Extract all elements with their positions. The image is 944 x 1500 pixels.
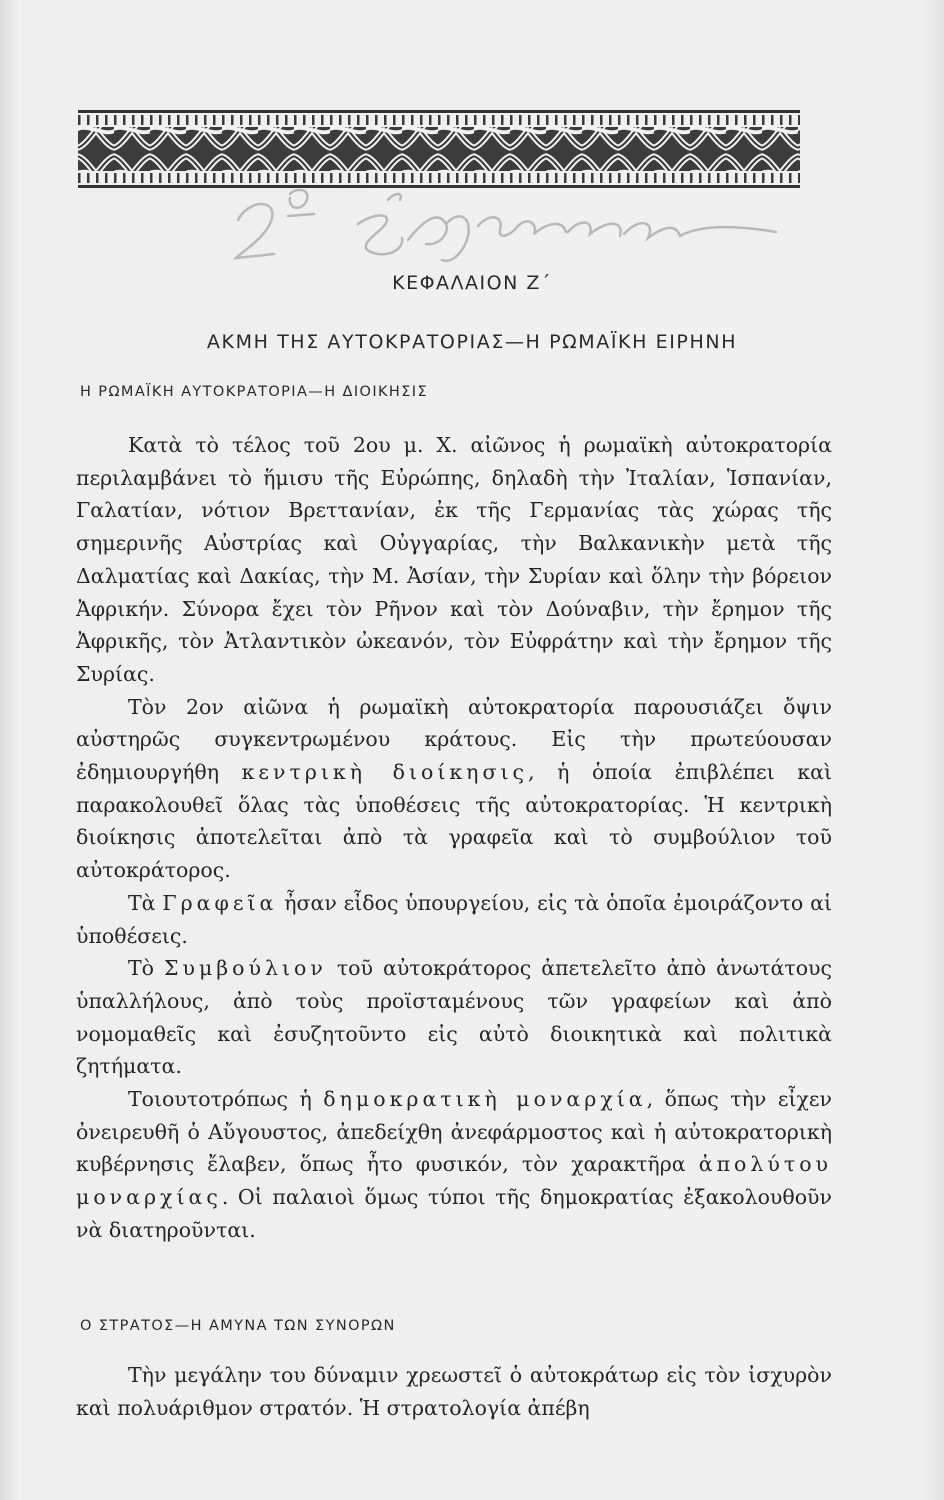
section-heading-army: Ο ΣΤΡΑΤΟΣ—Η ΑΜΥΝΑ ΤΩΝ ΣΥΝΟΡΩΝ [80,1318,396,1334]
paragraph: Τὸν 2ον αἰῶνα ἡ ρωμαϊκὴ αὐτοκρατορία παρουσιάζει ὄψιν αὐστηρῶς συγκεντρωμένου κράτους. Εἰς τὴν πρωτεύουσαν ἐδημιουργήθη κεντρικὴ διοίκησις, ἡ ὁποία ἐπιβλέπει καὶ παρακολουθεῖ ὅλας τὰς ὑποθέσεις τῆς αὐτοκρατορίας. Ἡ κεντρικὴ διοίκησις ἀποτελεῖται ἀπὸ τὰ γραφεῖα καὶ τὸ συμβούλιον τοῦ αὐτοκράτορος. [76,694,832,883]
spaced-emphasis: Γραφεῖα [162,890,278,915]
paragraph: Τὴν μεγάλην του δύναμιν χρεωστεῖ ὁ αὐτοκράτωρ εἰς τὸν ἰσχυρὸν καὶ πολυάριθμον στρατόν. Ἡ στρατολογία ἀπέβη [76,1363,832,1420]
spaced-emphasis: ἀπολύτου μοναρχίας [76,1152,832,1210]
section-heading-administration: Η ΡΩΜΑΪΚΗ ΑΥΤΟΚΡΑΤΟΡΙΑ—Η ΔΙΟΙΚΗΣΙΣ [80,384,429,400]
handwritten-annotation [228,180,788,266]
spaced-emphasis: κεντρικὴ διοίκησις [241,760,528,785]
chapter-label: ΚΕΦΑΛΑΙΟΝ Ζ΄ [392,272,552,294]
chapter-title: ΑΚΜΗ ΤΗΣ ΑΥΤΟΚΡΑΤΟΡΙΑΣ—Η ΡΩΜΑΪΚΗ ΕΙΡΗΝΗ [206,331,738,353]
paragraph: Κατὰ τὸ τέλος τοῦ 2ου μ. Χ. αἰῶνος ἡ ρωμαϊκὴ αὐτοκρατορία περιλαμβάνει τὸ ἥμισυ τῆς Εὐρώπης, δηλαδὴ τὴν Ἰταλίαν, Ἱσπανίαν, Γαλατίαν, νότιον Βρεττανίαν, ἐκ τῆς Γερμανίας τὰς χώρας τῆς σημερινῆς Αὐστρίας καὶ Οὐγγαρίας, τὴν Βαλκανικὴν μετὰ τῆς Δαλματίας καὶ Δακίας, τὴν Μ. Ἀσίαν, τὴν Συρίαν καὶ ὅλην τὴν βόρειον Ἀφρικήν. Σύνορα ἔχει τὸν Ρῆνον καὶ τὸν Δούναβιν, τὴν ἔρημον τῆς Ἀφρικῆς, τὸν Ἀτλαντικὸν ὠκεανόν, τὸν Εὐφράτην καὶ τὴν ἔρημον τῆς Συρίας. [76,433,832,686]
braid-ornament-band [78,108,800,190]
paragraph: Τὰ Γραφεῖα ἦσαν εἶδος ὑπουργείου, εἰς τὰ ὁποῖα ἐμοιράζοντο αἱ ὑποθέσεις. [76,890,832,948]
spaced-emphasis: δημοκρατικὴ μοναρχία [323,1087,647,1112]
spaced-emphasis: Συμβούλιον [164,956,327,981]
section-body-army [76,1359,832,1424]
paragraph: Τοιουτοτρόπως ἡ δημοκρατικὴ μοναρχία, ὅπως τὴν εἶχεν ὀνειρευθῆ ὁ Αὔγουστος, ἀπεδείχθη ἀνεφάρμοστος καὶ ἡ αὐτοκρατορικὴ κυβέρνησις ἔλαβεν, ὅπως ἦτο φυσικόν, τὸν χαρακτῆρα ἀπολύτου μοναρχίας. Οἱ παλαιοὶ ὅμως τύποι τῆς δημοκρατίας ἐξακολουθοῦν νὰ διατηροῦνται. [76,1087,832,1242]
section-body-administration [76,429,832,1247]
paragraph: Τὸ Συμβούλιον τοῦ αὐτοκράτορος ἀπετελεῖτο ἀπὸ ἀνωτάτους ὑπαλλήλους, ἀπὸ τοὺς προϊσταμένους τῶν γραφείων καὶ ἀπὸ νομομαθεῖς καὶ ἐσυζητοῦντο εἰς αὐτὸ διοικητικὰ καὶ πολιτικὰ ζητήματα. [76,956,832,1079]
